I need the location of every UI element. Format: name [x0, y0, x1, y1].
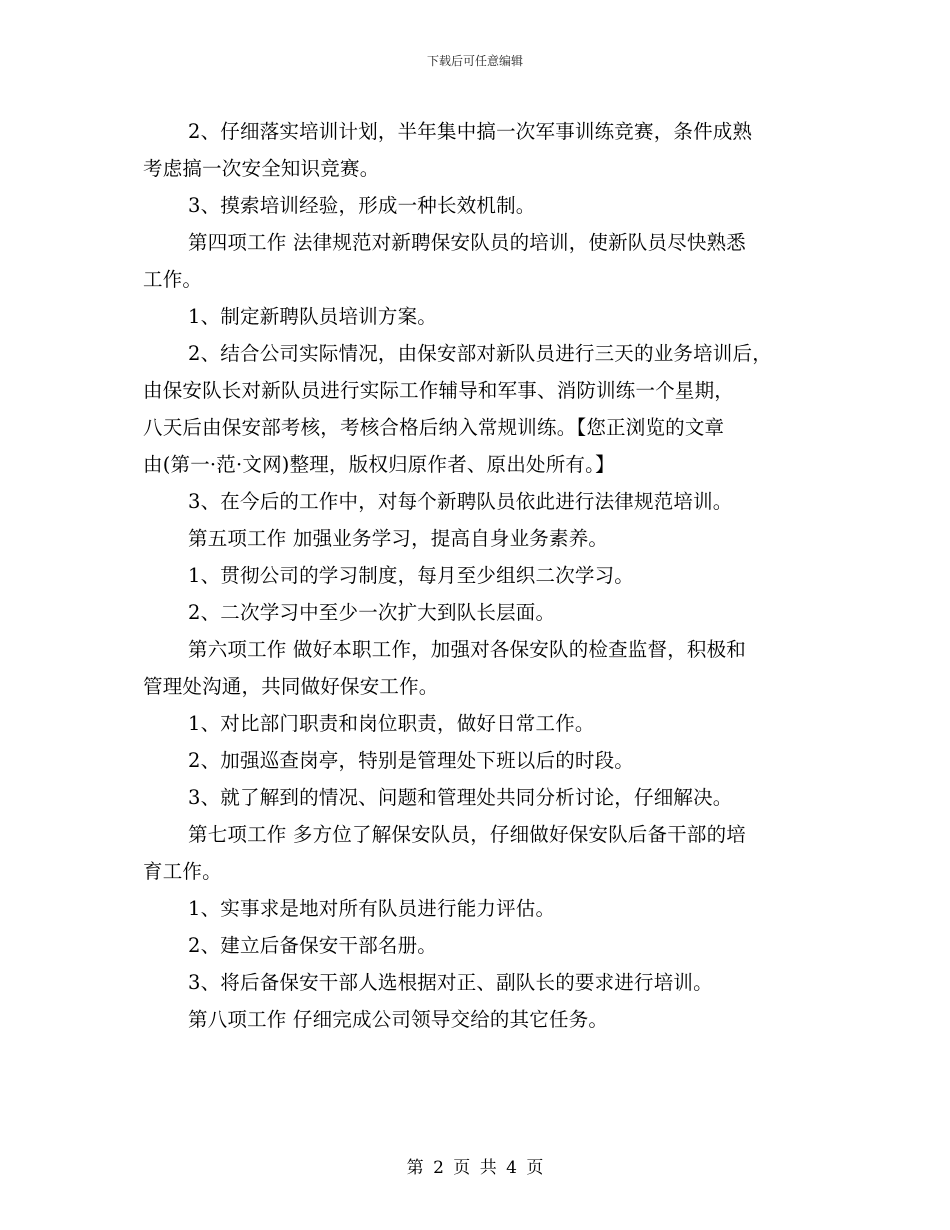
- text-line: 八天后由保安部考核，考核合格后纳入常规训练。【您正浏览的文章: [143, 416, 725, 439]
- text-line: 2、建立后备保安干部名册。: [188, 934, 438, 957]
- text-line: 第四项工作 法律规范对新聘保安队员的培训，使新队员尽快熟悉: [188, 231, 746, 254]
- text-line: 1、贯彻公司的学习制度，每月至少组织二次学习。: [188, 564, 635, 587]
- text-line: 3、摸索培训经验，形成一种长效机制。: [188, 194, 536, 217]
- document-body: [143, 113, 813, 1038]
- text-line: 工作。: [143, 268, 203, 291]
- text-line: 由(第一·范·文网)整理，版权归原作者、原出处所有。】: [143, 453, 615, 476]
- text-line: 3、将后备保安干部人选根据对正、副队长的要求进行培训。: [188, 971, 713, 994]
- text-line: 3、就了解到的情况、问题和管理处共同分析讨论，仔细解决。: [188, 786, 733, 809]
- text-line: 第八项工作 仔细完成公司领导交给的其它任务。: [188, 1008, 609, 1031]
- text-line: 1、对比部门职责和岗位职责，做好日常工作。: [188, 712, 595, 735]
- text-line: 3、在今后的工作中，对每个新聘队员依此进行法律规范培训。: [188, 490, 733, 513]
- text-line: 育工作。: [143, 860, 222, 883]
- text-line: 第七项工作 多方位了解保安队员，仔细做好保安队后备干部的培: [188, 823, 746, 846]
- text-line: 第六项工作 做好本职工作，加强对各保安队的检查监督，积极和: [188, 638, 746, 661]
- text-line: 管理处沟通，共同做好保安工作。: [143, 675, 439, 698]
- page-number-footer: 第 2 页 共 4 页: [406, 1158, 544, 1178]
- text-line: 2、二次学习中至少一次扩大到队长层面。: [188, 601, 556, 624]
- text-line: 第五项工作 加强业务学习，提高自身业务素养。: [188, 527, 609, 550]
- text-line: 考虑搞一次安全知识竞赛。: [143, 157, 380, 180]
- text-line: 2、结合公司实际情况，由保安部对新队员进行三天的业务培训后，: [188, 342, 772, 365]
- text-line: 1、实事求是地对所有队员进行能力评估。: [188, 897, 556, 920]
- text-line: 由保安队长对新队员进行实际工作辅导和军事、消防训练一个星期，: [143, 379, 735, 402]
- text-line: 1、制定新聘队员培训方案。: [188, 305, 438, 328]
- page-header: 下载后可任意编辑: [426, 54, 523, 68]
- text-line: 2、加强巡查岗亭，特别是管理处下班以后的时段。: [188, 749, 635, 772]
- text-line: 2、仔细落实培训计划，半年集中搞一次军事训练竞赛，条件成熟: [188, 120, 753, 143]
